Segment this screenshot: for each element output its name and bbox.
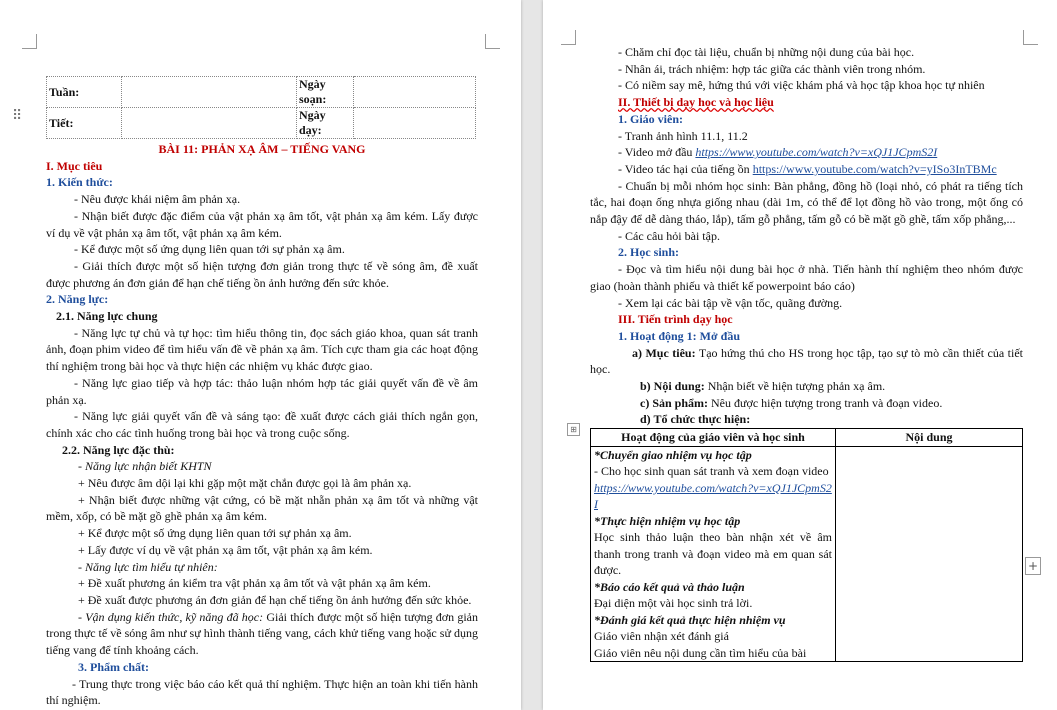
header-tiet: Tiết:: [47, 108, 122, 139]
paragraph: - Kể được một số ứng dụng liên quan tới sự phản xạ âm.: [74, 242, 345, 257]
table-header: Hoạt động của giáo viên và học sinh: [591, 429, 836, 447]
paragraph: + Nhận biết được những vật cứng, có bề mặt nhẵn phản xạ âm tốt và những vật mềm, xốp, có bề mặt gồ ghề phản xạ âm kém.: [46, 492, 478, 524]
table-move-handle-icon[interactable]: ⊞: [567, 423, 580, 436]
paragraph: - Giải thích được một số hiện tượng đơn giản trong thực tế về sóng âm, đề xuất được phương án đơn giản để hạn chế tiếng ồn ảnh hưởng đến sức khỏe.: [46, 258, 478, 290]
paragraph: + Lấy được ví dụ về vật phản xạ âm tốt, vật phản xạ âm kém.: [78, 542, 373, 557]
crop-mark: [561, 30, 576, 45]
table-header: Nội dung: [836, 429, 1023, 447]
table-cell: *Chuyển giao nhiệm vụ học tập - Cho học sinh quan sát tranh và xem đoạn video https://www.youtube.com/watch?v=xQJ1JCpmS2I *Thực hiện nhiệm vụ học tập Học sinh thảo luận theo bàn nhận xét về âm thanh trong tranh và đoạn video mà em quan sát được. *Báo cáo kết quả và thảo luận Đại diện một vài học sinh trả lời. *Đánh giá kết quả thực hiện nhiệm vụ Giáo viên nhận xét đánh giá Giáo viên nêu nội dung cần tìm hiểu của bài: [591, 446, 836, 662]
heading-tien-trinh: III. Tiến trình dạy học: [618, 312, 733, 327]
heading-giao-vien: 1. Giáo viên:: [618, 111, 683, 126]
header-tuan: Tuần:: [47, 77, 122, 108]
crop-mark: [22, 34, 37, 49]
paragraph: + Nêu được âm dội lại khi gặp một mặt chắn được gọi là âm phản xạ.: [78, 476, 412, 491]
table-cell: [836, 446, 1023, 662]
paragraph: - Nhận biết được đặc điểm của vật phản xạ âm tốt, vật phản xạ âm kém. Lấy được ví dụ về vật phản xạ âm tốt, vật phản xạ âm kém.: [46, 208, 478, 240]
subheading: - Năng lực nhận biết KHTN: [78, 459, 212, 474]
video-link[interactable]: https://www.youtube.com/watch?v=xQJ1JCpmS2I: [695, 145, 938, 160]
paragraph: - Trung thực trong việc báo cáo kết quả thí nghiệm. Thực hiện an toàn khi tiến hành thí nghiệm.: [46, 676, 478, 708]
lesson-title: BÀI 11: PHẢN XẠ ÂM – TIẾNG VANG: [158, 142, 366, 156]
heading-kien-thuc: 1. Kiến thức:: [46, 175, 113, 190]
video-link[interactable]: https://www.youtube.com/watch?v=xQJ1JCpmS2I: [594, 480, 832, 512]
page-left-content: [46, 76, 478, 709]
paragraph: d) Tổ chức thực hiện:: [640, 412, 751, 427]
paragraph: - Video mở đầu https://www.youtube.com/watch?v=xQJ1JCpmS2I: [618, 145, 938, 160]
page-right-content: [590, 44, 1023, 662]
paragraph-text: Giải thích được một số hiện tượng đơn giản trong thực tế về sóng âm như sự hình thành tiếng vang, cách khử tiếng vang hoặc sử dụng tiếng vang để tính khoảng cách.: [46, 609, 478, 658]
paragraph: - Có niềm say mê, hứng thú với việc khám phá và học tập khoa học tự nhiên: [618, 78, 985, 93]
heading-nang-luc-chung: 2.1. Năng lực chung: [56, 309, 158, 324]
heading-pham-chat: 3. Phẩm chất:: [78, 659, 149, 674]
heading-nang-luc-dac-thu: 2.2. Năng lực đặc thù:: [62, 442, 175, 457]
paragraph: a) Mục tiêu: Tạo hứng thú cho HS trong học tập, tạo sự tò mò cần thiết của tiết học.: [590, 345, 1023, 377]
paragraph: - Nêu được khái niệm âm phản xạ.: [74, 192, 241, 207]
paragraph: [46, 609, 478, 659]
subheading: - Vận dụng kiến thức, kỹ năng đã học:: [78, 609, 264, 624]
paragraph: - Năng lực giải quyết vấn đề và sáng tạo: đề xuất được cách giải thích ngắn gọn, chính xác cho các tình huống trong bài học và trong cuộc sống.: [46, 409, 478, 440]
header-ngay-day: Ngày dạy:: [297, 108, 354, 139]
paragraph: - Đọc và tìm hiểu nội dung bài học ở nhà. Tiến hành thí nghiệm theo nhóm được giao (hoàn thành phiếu và thiết kế powerpoint báo cáo): [590, 262, 1023, 293]
paragraph: - Năng lực giao tiếp và hợp tác: thảo luận nhóm hợp tác giải quyết vấn đề về âm phản xạ.: [46, 375, 478, 407]
paragraph: - Nhân ái, trách nhiệm: hợp tác giữa các thành viên trong nhóm.: [618, 61, 926, 76]
paragraph: - Năng lực tự chủ và tự học: tìm hiểu thông tin, đọc sách giáo khoa, quan sát tranh ảnh, đoạn phim video để tìm hiểu vấn đề về phản xạ âm. Tích cực tham gia các hoạt động thí nghiệm trong bài học và thực hiện các nhiệm vụ khác được giao.: [46, 325, 478, 374]
subheading: - Năng lực tìm hiểu tự nhiên:: [78, 559, 218, 574]
paragraph: c) Sản phẩm: Nêu được hiện tượng trong tranh và đoạn video.: [640, 395, 943, 410]
paragraph: + Kể được một số ứng dụng liên quan tới sự phản xạ âm.: [78, 526, 352, 541]
crop-mark: [485, 34, 500, 49]
header-ngay-soan: Ngày soạn:: [297, 77, 354, 108]
paragraph: - Video tác hại của tiếng ồn https://www.youtube.com/watch?v=yISo3InTBMc: [618, 161, 997, 176]
heading-muc-tieu: I. Mục tiêu: [46, 158, 103, 173]
video-link[interactable]: https://www.youtube.com/watch?v=yISo3InTBMc: [752, 161, 997, 176]
paragraph: b) Nội dung: Nhận biết về hiện tượng phản xạ âm.: [640, 379, 886, 394]
paragraph: - Chuẩn bị mỗi nhóm học sinh: Bàn phẳng, đồng hồ (loại nhỏ, có phát ra tiếng tích tắc, hai đoạn ống nhựa giống nhau (dài 1m, có thể để lọt đồng hồ vào trong, một ống có nắp đậy để dễ dàng tháo, lắp), tấm gỗ phẳng, tấm gỗ có bề mặt gồ ghề, tấm xốp phẳng,...: [590, 178, 1023, 227]
paragraph: - Tranh ảnh hình 11.1, 11.2: [618, 128, 748, 143]
add-row-button[interactable]: +: [1025, 557, 1041, 575]
paragraph: - Chăm chỉ đọc tài liệu, chuẩn bị những nội dung của bài học.: [618, 45, 915, 59]
activity-table: [590, 428, 1023, 662]
paragraph: - Xem lại các bài tập về vận tốc, quãng đường.: [618, 295, 843, 310]
drag-handle-icon[interactable]: ⠿: [12, 108, 23, 124]
paragraph: + Đề xuất phương án kiểm tra vật phản xạ âm tốt và vật phản xạ âm kém.: [78, 576, 431, 591]
document-page-right: [543, 0, 1057, 710]
heading-nang-luc: 2. Năng lực:: [46, 292, 109, 307]
paragraph: + Đề xuất được phương án đơn giản để hạn chế tiếng ồn ảnh hưởng đến sức khỏe.: [78, 592, 472, 607]
heading-thiet-bi: II. Thiết bị dạy học và học liệu: [618, 95, 774, 110]
header-table: [46, 76, 476, 139]
crop-mark: [1023, 30, 1038, 45]
heading-hoat-dong-1: 1. Hoạt động 1: Mở đầu: [618, 328, 740, 343]
paragraph: - Các câu hỏi bài tập.: [618, 228, 720, 243]
heading-hoc-sinh: 2. Học sinh:: [618, 245, 680, 260]
document-page-left: [0, 0, 521, 710]
